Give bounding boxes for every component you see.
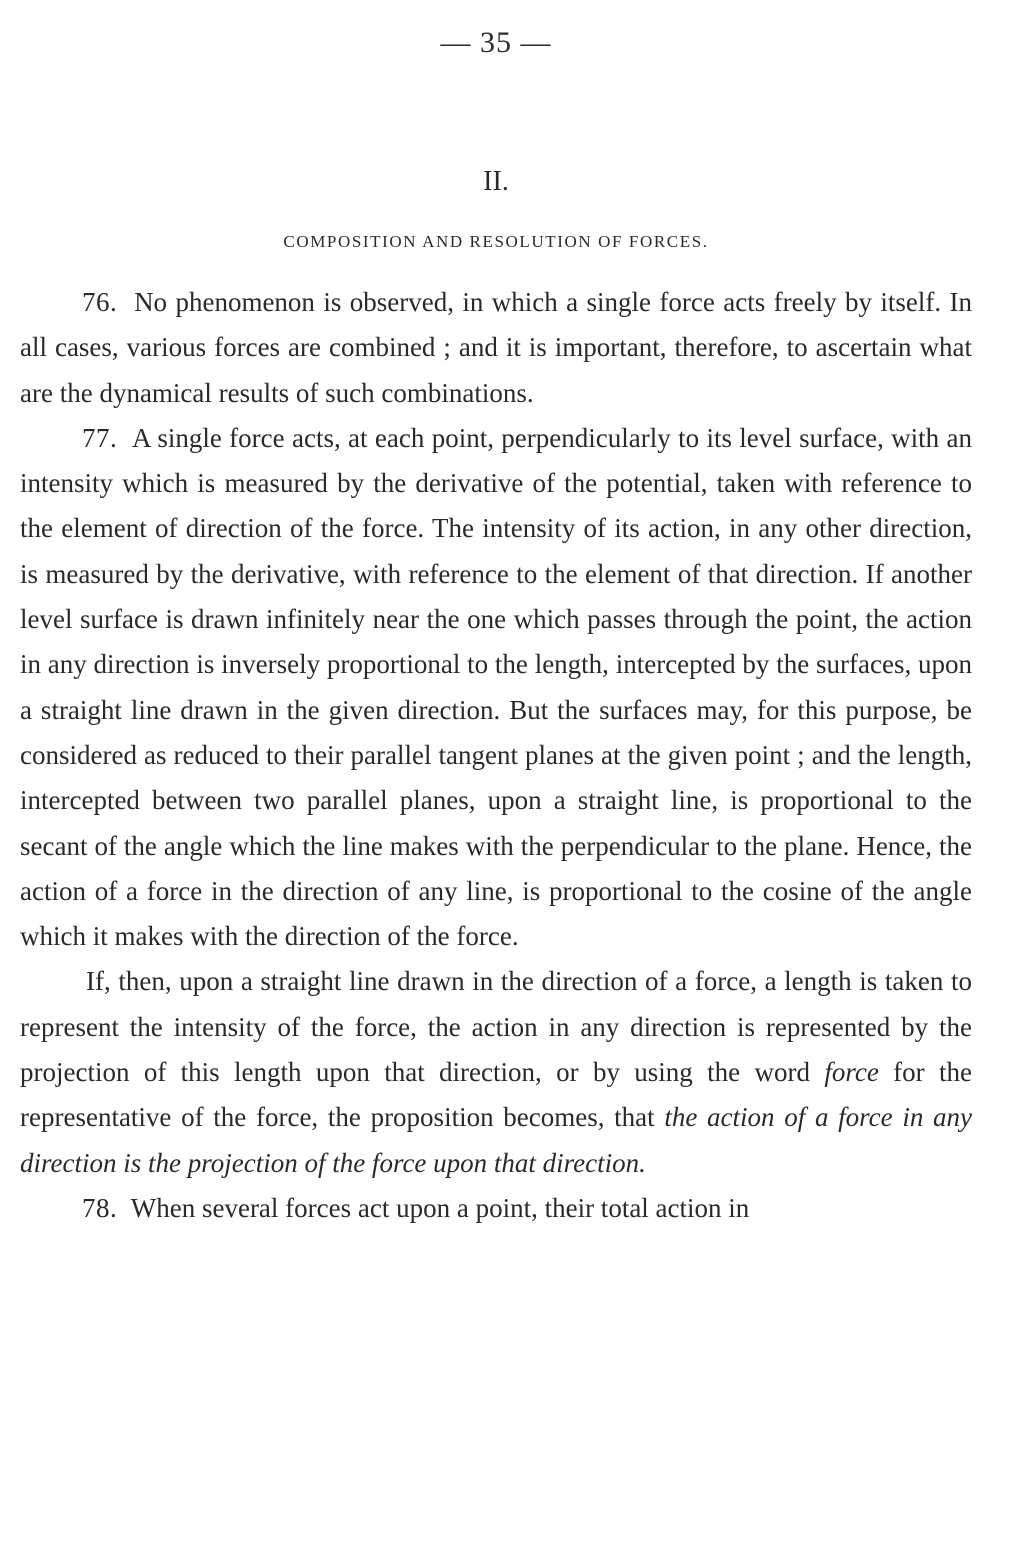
paragraph-number: 76. <box>82 287 118 317</box>
chapter-title: COMPOSITION AND RESOLUTION OF FORCES. <box>283 232 709 251</box>
chapter-number: II. <box>483 166 509 197</box>
paragraph-number: 77. <box>82 422 118 453</box>
paragraph-text: for the representative of the force, the proposition becomes, that <box>20 1057 972 1133</box>
paragraph-text: A single force acts, at each point, perpendicularly to its level surface, with an intensity which is measured by the derivative of the potential, taken with reference to the element of direction of the force. The intensity of its action, in any other direction, is measured by the derivative, with reference to the element of that direction. If another level surface is drawn infinitely near the one which passes through the point, the action in any direction is inversely proportional to the length, intercepted by the surfaces, upon a straight line drawn in the given direction. But the surfaces may, for this purpose, be considered as reduced to their parallel tangent planes at the given point ; and the length, intercepted between two parallel planes, upon a straight line, is proportional to the secant of the angle which the line makes with the perpendicular to the plane. Hence, the action of a force in the direction of any line, is proportional to the cosine of the angle which it makes with the direction of the force. <box>20 422 973 952</box>
paragraph-77-continued <box>20 959 972 1185</box>
italic-proposition: the action of a force in any direction is the projection of the force upon that direction. <box>20 1102 973 1178</box>
italic-term: force <box>824 1057 879 1088</box>
body-text <box>20 280 972 1231</box>
paragraph-76 <box>20 280 972 416</box>
paragraph-text: When several forces act upon a point, their total action in <box>130 1192 750 1223</box>
book-page <box>20 0 972 1548</box>
paragraph-text: No phenomenon is observed, in which a single force acts freely by itself. In all cases, various forces are combined ; and it is important, therefore, to ascertain what are the dynamical results of such combinations. <box>20 287 973 408</box>
paragraph-number: 78. <box>82 1192 118 1223</box>
paragraph-78 <box>20 1186 972 1231</box>
paragraph-text: If, then, upon a straight line drawn in the direction of a force, a length is taken to represent the intensity of the force, the action in any direction is represented by the projection of this length upon that direction, or by using the word <box>20 966 972 1088</box>
paragraph-77 <box>20 416 972 960</box>
page-number: — 35 — <box>440 26 552 59</box>
